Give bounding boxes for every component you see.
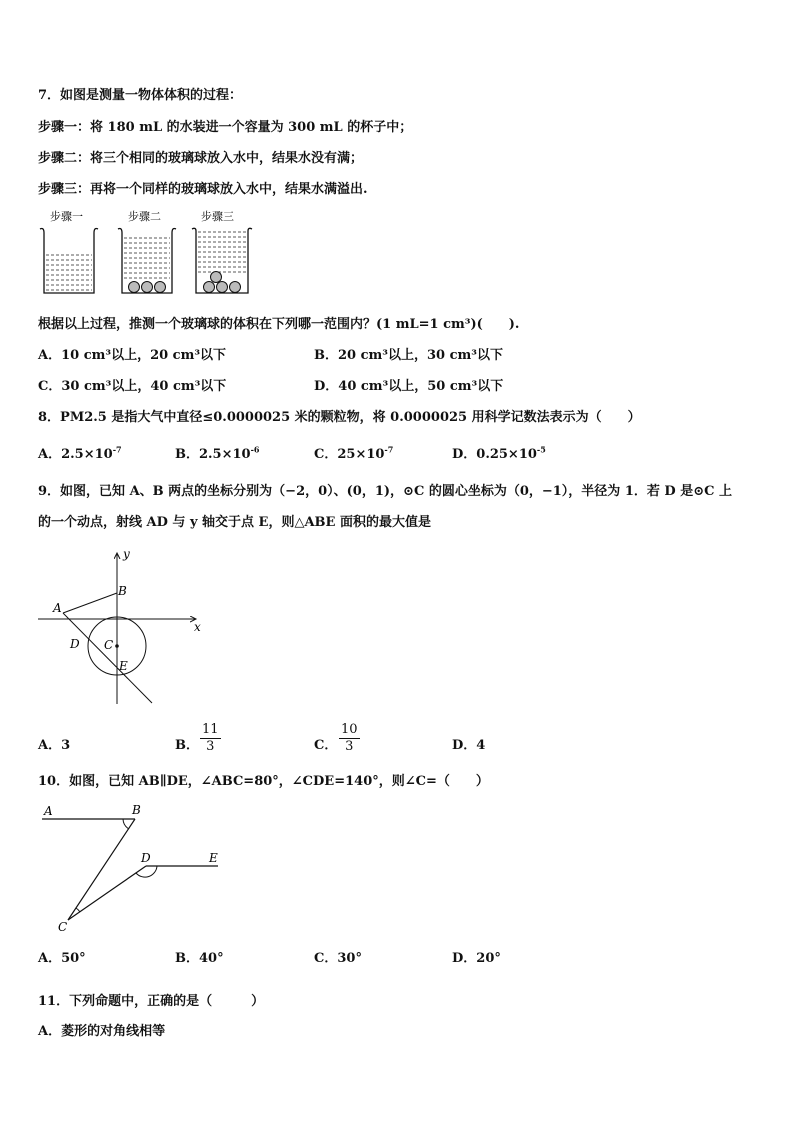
- q9-option-b-numerator: 11: [202, 722, 219, 737]
- q8-option-a: [38, 443, 122, 462]
- q8-option-d-base: D．0.25×10: [452, 447, 537, 462]
- q9-label-b: B: [118, 584, 127, 598]
- q11-option-a: A．菱形的对角线相等: [38, 1024, 166, 1039]
- q9-segment-ab: [63, 593, 117, 613]
- q9-label-y: y: [123, 547, 130, 561]
- q7-beakers-figure: [36, 207, 276, 299]
- q7-option-a: A．10 cm³以上，20 cm³以下: [38, 348, 227, 363]
- q8-option-c-base: C．25×10: [314, 447, 385, 462]
- q7-option-d: D．40 cm³以上，50 cm³以下: [314, 379, 504, 394]
- q9-option-c-fraction: [339, 722, 360, 755]
- q7-beaker-step1: [40, 229, 98, 294]
- q8-question: 8．PM2.5 是指大气中直径≤0.0000025 米的颗粒物，将 0.0000025 用科学记数法表示为（ ）: [38, 410, 641, 425]
- q10-label-d: D: [141, 851, 151, 865]
- q8-option-a-base: A．2.5×10: [38, 447, 113, 462]
- q10-angle-cde-arc: [136, 866, 157, 877]
- q11-question: 11．下列命题中，正确的是（ ）: [38, 994, 265, 1009]
- q9-figure: [36, 548, 206, 708]
- q8-option-c: [314, 443, 393, 462]
- q9-label-x: x: [194, 620, 201, 634]
- q7-caption-step3: 步骤三: [201, 210, 234, 223]
- q9-option-a: A．3: [38, 738, 71, 753]
- q10-line-bc: [68, 819, 135, 920]
- q9-option-b-label: B．: [175, 738, 199, 753]
- q7-step1: 步骤一：将 180 mL 的水装进一个容量为 300 mL 的杯子中；: [38, 120, 413, 135]
- q9-label-a: A: [53, 601, 62, 615]
- q9-option-b-fraction: [200, 722, 221, 755]
- q7-option-c: C．30 cm³以上，40 cm³以下: [38, 379, 227, 394]
- q7-step2: 步骤二：将三个相同的玻璃球放入水中，结果水没有满；: [38, 151, 364, 166]
- q10-question: 10．如图，已知 AB∥DE，∠ABC=80°，∠CDE=140°，则∠C=（ ）: [38, 774, 489, 789]
- q8-option-b: [175, 443, 259, 462]
- q7-step3: 步骤三：再将一个同样的玻璃球放入水中，结果水满溢出.: [38, 182, 368, 197]
- q9-option-d: D．4: [452, 738, 486, 753]
- q9-line2: 的一个动点，射线 AD 与 y 轴交于点 E，则△ABE 面积的最大值是: [38, 515, 431, 530]
- q7-beaker-step2: [118, 229, 176, 294]
- q10-label-b: B: [132, 803, 141, 817]
- q7-question: 根据以上过程，推测一个玻璃球的体积在下列哪一范围内？(1 mL=1 cm³)( ).: [38, 317, 520, 332]
- q8-option-d-exp: -5: [536, 444, 546, 455]
- q8-option-c-exp: -7: [384, 444, 394, 455]
- q7-beaker-step3: [192, 228, 252, 293]
- q9-option-b-denominator: 3: [206, 739, 215, 754]
- q10-option-c: C．30°: [314, 951, 362, 966]
- q10-label-e: E: [209, 851, 218, 865]
- q9-option-c-numerator: 10: [341, 722, 358, 737]
- q9-line1: 9．如图，已知 A、B 两点的坐标分别为（−2，0）、(0，1)，⊙C 的圆心坐标为（0，−1），半径为 1．若 D 是⊙C 上: [38, 484, 732, 499]
- q10-angle-c-arc: [76, 908, 80, 912]
- q10-figure: [36, 800, 226, 940]
- q7-caption-step2: 步骤二: [128, 210, 161, 223]
- q10-option-a: A．50°: [38, 951, 86, 966]
- q10-option-b: B．40°: [175, 951, 224, 966]
- q10-angle-abc-arc: [123, 819, 129, 829]
- q9-label-c: C: [104, 638, 114, 652]
- q10-option-d: D．20°: [452, 951, 501, 966]
- q9-label-d: D: [70, 637, 80, 651]
- q8-option-b-exp: -6: [250, 444, 260, 455]
- q9-option-c-label: C．: [314, 738, 338, 753]
- q7-title: 7．如图是测量一物体体积的过程：: [38, 88, 243, 103]
- q8-option-a-exp: -7: [112, 444, 122, 455]
- q10-label-a: A: [44, 804, 53, 818]
- q7-caption-step1: 步骤一: [50, 210, 83, 223]
- q9-label-e: E: [119, 659, 128, 673]
- q10-label-c: C: [58, 920, 68, 934]
- q8-option-d: [452, 443, 546, 462]
- q8-option-b-base: B．2.5×10: [175, 447, 251, 462]
- q9-option-c-denominator: 3: [345, 739, 354, 754]
- q9-center-point: [115, 644, 119, 648]
- q7-option-b: B．20 cm³以上，30 cm³以下: [314, 348, 503, 363]
